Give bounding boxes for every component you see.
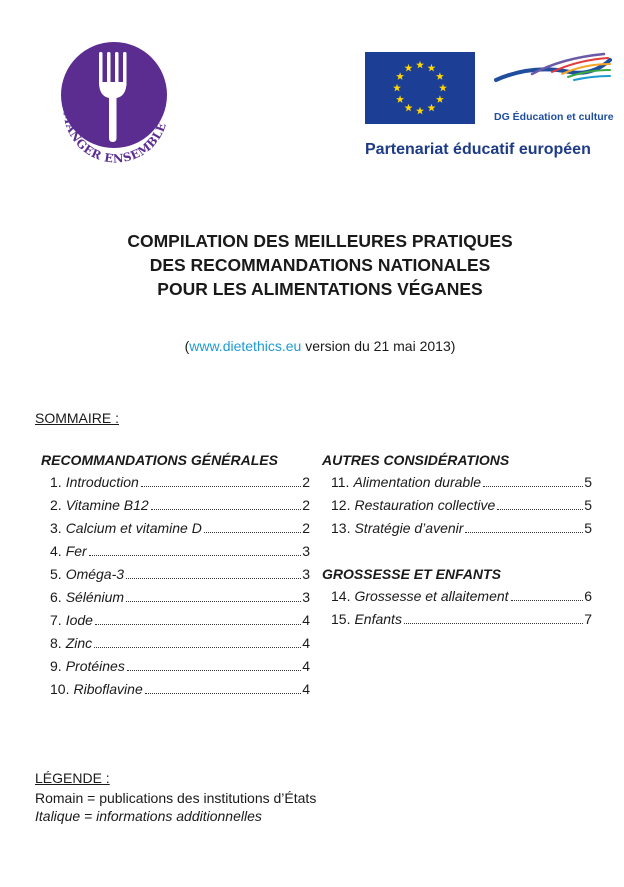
toc-entry[interactable] bbox=[50, 474, 310, 494]
toc-entry-number: 1. bbox=[50, 474, 62, 490]
toc-entry-number: 13. bbox=[331, 520, 351, 536]
toc-entry-number: 9. bbox=[50, 658, 62, 674]
toc-entry-page: 6 bbox=[584, 588, 592, 604]
logo-text: MANGER ENSEMBLE bbox=[60, 110, 170, 166]
toc-dot-leader bbox=[126, 601, 301, 602]
toc-entry-number: 3. bbox=[50, 520, 62, 536]
toc-entry-label: Restauration collective bbox=[354, 497, 496, 513]
right-column-heading-1: AUTRES CONSIDÉRATIONS bbox=[322, 452, 510, 468]
toc-dot-leader bbox=[89, 555, 302, 556]
legend-roman: Romain = publications des institutions d’États bbox=[35, 790, 317, 806]
toc-dot-leader bbox=[127, 670, 301, 671]
toc-entry[interactable] bbox=[50, 589, 310, 609]
toc-entry-page: 5 bbox=[584, 474, 592, 490]
title-line-1: COMPILATION DES MEILLEURES PRATIQUES bbox=[127, 231, 513, 251]
toc-entry-label: Grossesse et allaitement bbox=[354, 588, 509, 604]
toc-entry-label: Oméga-3 bbox=[65, 566, 125, 582]
toc-entry-number: 11. bbox=[331, 474, 350, 490]
summary-heading: SOMMAIRE : bbox=[35, 410, 120, 426]
toc-dot-leader bbox=[483, 486, 583, 487]
toc-entry-page: 2 bbox=[302, 497, 310, 513]
toc-dot-leader bbox=[511, 600, 584, 601]
toc-dot-leader bbox=[145, 693, 301, 694]
toc-entry-number: 2. bbox=[50, 497, 62, 513]
title-line-3: POUR LES ALIMENTATIONS VÉGANES bbox=[157, 279, 483, 299]
right-column-heading-2: GROSSESSE ET ENFANTS bbox=[322, 566, 501, 582]
toc-dot-leader bbox=[497, 509, 583, 510]
toc-entry-label: Fer bbox=[65, 543, 87, 559]
legend-heading: LÉGENDE : bbox=[35, 770, 110, 786]
toc-entry-label: Introduction bbox=[65, 474, 139, 490]
toc-entry[interactable] bbox=[331, 611, 592, 631]
document-title bbox=[0, 229, 624, 301]
toc-entry[interactable] bbox=[50, 566, 310, 586]
version-open-paren: ( bbox=[184, 338, 190, 354]
toc-entry-label: Protéines bbox=[65, 658, 125, 674]
partnership-label: Partenariat éducatif européen bbox=[365, 141, 591, 158]
toc-entry-page: 3 bbox=[302, 566, 310, 582]
toc-entry[interactable] bbox=[50, 497, 310, 517]
toc-dot-leader bbox=[95, 624, 301, 625]
toc-dot-leader bbox=[126, 578, 301, 579]
title-line-2: DES RECOMMANDATIONS NATIONALES bbox=[149, 255, 491, 275]
toc-entry-page: 3 bbox=[302, 543, 310, 559]
toc-entry-number: 6. bbox=[50, 589, 62, 605]
toc-entry-page: 2 bbox=[302, 520, 310, 536]
toc-entry-label: Alimentation durable bbox=[353, 474, 482, 490]
toc-entry-page: 4 bbox=[302, 612, 310, 628]
toc-dot-leader bbox=[204, 532, 301, 533]
toc-entry[interactable] bbox=[331, 588, 592, 608]
toc-dot-leader bbox=[141, 486, 301, 487]
toc-entry-page: 3 bbox=[302, 589, 310, 605]
manger-ensemble-logo bbox=[44, 40, 184, 180]
toc-entry-number: 10. bbox=[50, 681, 70, 697]
toc-entry-label: Calcium et vitamine D bbox=[65, 520, 202, 536]
toc-entry[interactable] bbox=[50, 681, 310, 701]
toc-entry-page: 5 bbox=[584, 520, 592, 536]
toc-entry-label: Iode bbox=[65, 612, 93, 628]
toc-dot-leader bbox=[404, 623, 583, 624]
toc-entry-page: 7 bbox=[584, 611, 592, 627]
toc-entry-label: Stratégie d’avenir bbox=[354, 520, 464, 536]
toc-entry[interactable] bbox=[331, 497, 592, 517]
toc-entry-number: 12. bbox=[331, 497, 351, 513]
version-line bbox=[0, 338, 624, 354]
toc-dot-leader bbox=[465, 532, 583, 533]
toc-entry[interactable] bbox=[50, 543, 310, 563]
left-column-heading: RECOMMANDATIONS GÉNÉRALES bbox=[41, 452, 278, 468]
dg-education-logo bbox=[492, 50, 614, 98]
toc-entry[interactable] bbox=[50, 635, 310, 655]
toc-entry-number: 5. bbox=[50, 566, 62, 582]
eu-flag-icon bbox=[365, 52, 475, 124]
dg-label: DG Éducation et culture bbox=[494, 111, 614, 123]
toc-entry-label: Zinc bbox=[65, 635, 93, 651]
toc-entry-label: Vitamine B12 bbox=[65, 497, 149, 513]
toc-entry-number: 15. bbox=[331, 611, 351, 627]
toc-entry-page: 2 bbox=[302, 474, 310, 490]
website-link[interactable]: www.dietethics.eu bbox=[189, 338, 302, 354]
toc-entry-page: 4 bbox=[302, 681, 310, 697]
toc-entry[interactable] bbox=[50, 658, 310, 678]
toc-entry-label: Enfants bbox=[354, 611, 402, 627]
toc-entry[interactable] bbox=[331, 474, 592, 494]
version-text: version du 21 mai 2013) bbox=[301, 338, 456, 354]
toc-entry-number: 14. bbox=[331, 588, 351, 604]
toc-entry-page: 5 bbox=[584, 497, 592, 513]
toc-entry[interactable] bbox=[331, 520, 592, 540]
toc-dot-leader bbox=[94, 647, 301, 648]
toc-entry[interactable] bbox=[50, 520, 310, 540]
toc-entry-number: 4. bbox=[50, 543, 62, 559]
toc-entry-label: Riboflavine bbox=[73, 681, 143, 697]
toc-entry[interactable] bbox=[50, 612, 310, 632]
toc-dot-leader bbox=[151, 509, 302, 510]
toc-entry-page: 4 bbox=[302, 658, 310, 674]
toc-entry-label: Sélénium bbox=[65, 589, 125, 605]
legend-italic: Italique = informations additionnelles bbox=[35, 808, 262, 824]
toc-entry-number: 7. bbox=[50, 612, 62, 628]
toc-entry-number: 8. bbox=[50, 635, 62, 651]
toc-entry-page: 4 bbox=[302, 635, 310, 651]
